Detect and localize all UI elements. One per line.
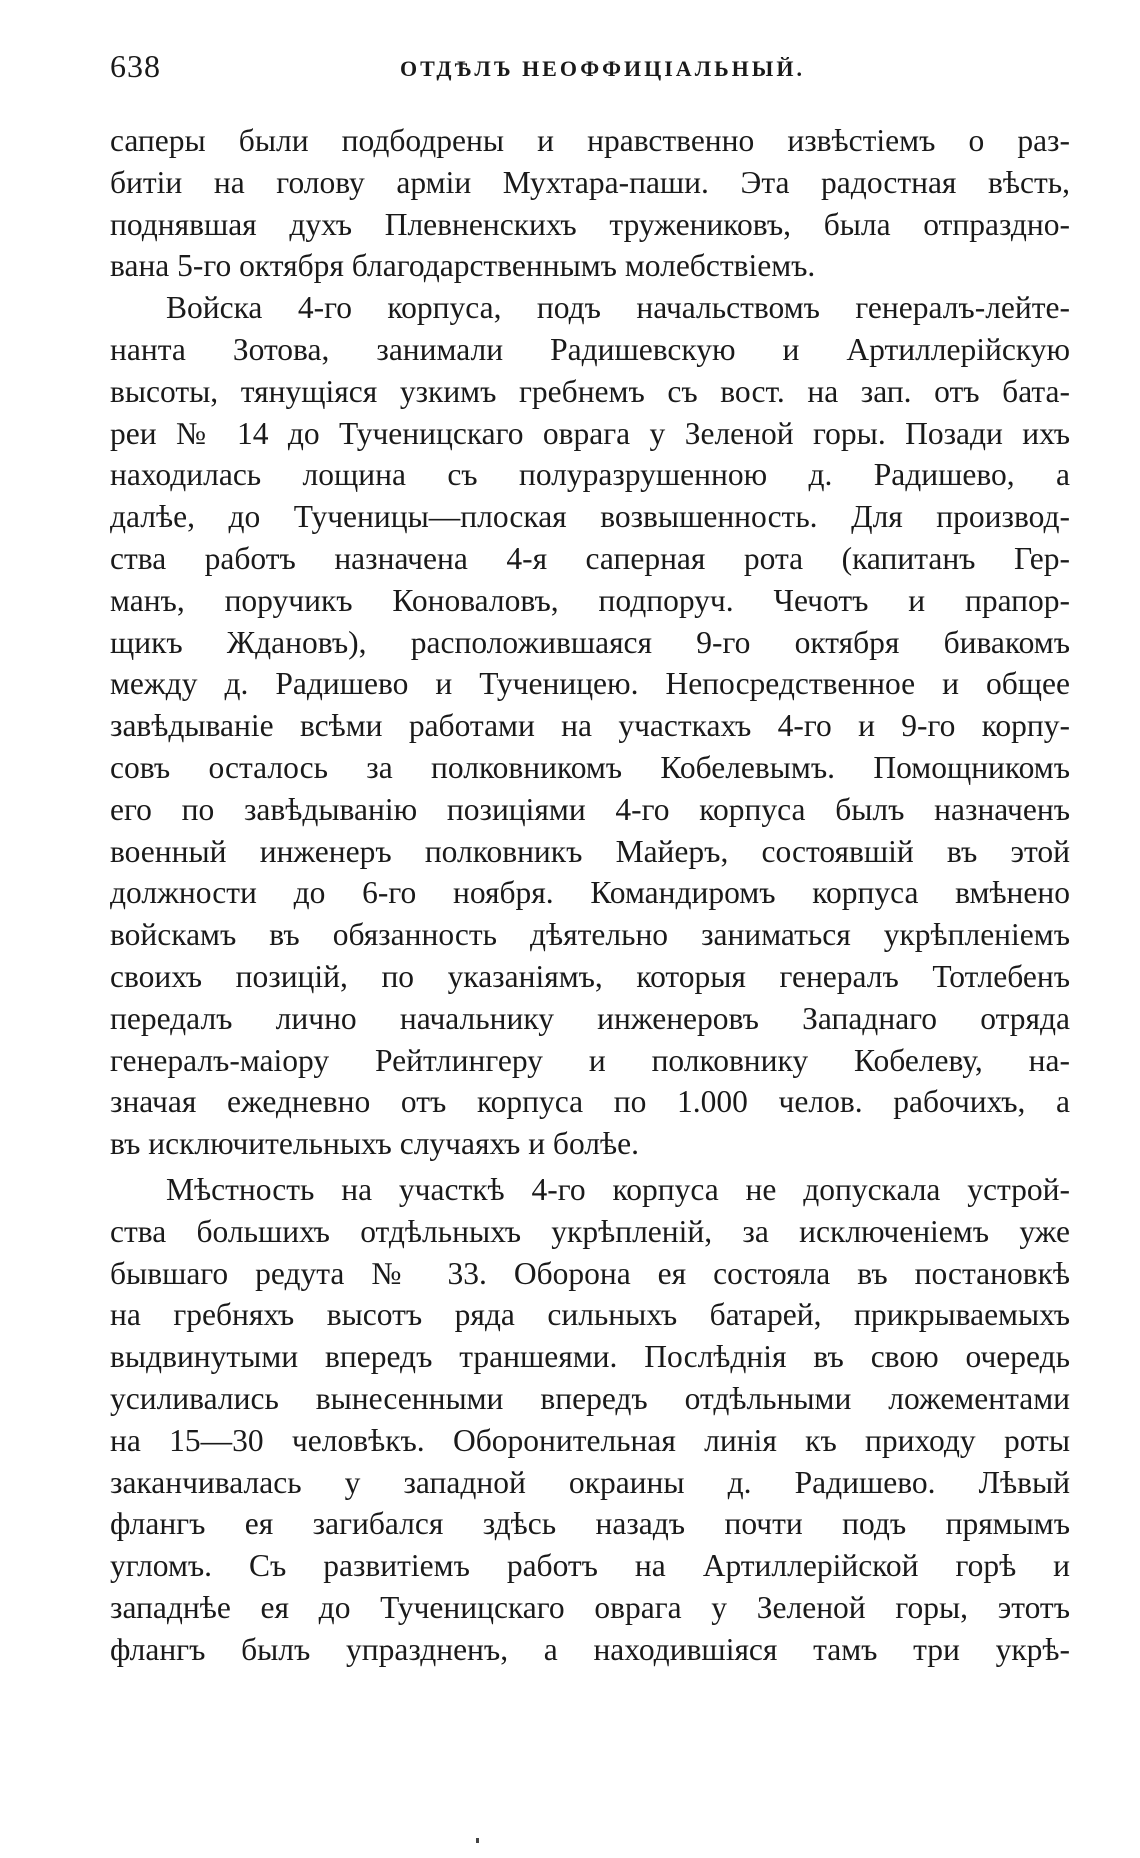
- text-line: значая ежедневно отъ корпуса по 1.000 челов. рабочихъ, а: [110, 1084, 1070, 1120]
- text-line: далѣе, до Тученицы—плоская возвышенность. Для производ-: [110, 499, 1070, 535]
- text-line: передалъ лично начальнику инженеровъ Западнаго отряда: [110, 1000, 1070, 1036]
- text-line: нанта Зотова, занимали Радишевскую и Артиллерійскую: [110, 331, 1070, 367]
- text-line: въ исключительныхъ случаяхъ и болѣе.: [110, 1126, 639, 1162]
- text-line: западнѣе ея до Тученицскаго оврага у Зеленой горы, этотъ: [110, 1589, 1070, 1625]
- text-line: Мѣстность на участкѣ 4-го корпуса не допускала устрой-: [166, 1171, 1070, 1207]
- text-line: ства большихъ отдѣльныхъ укрѣпленій, за исключеніемъ уже: [110, 1213, 1070, 1249]
- text-line: поднявшая духъ Плевненскихъ тружениковъ, была отпраздно-: [110, 206, 1070, 242]
- paragraph-2: [110, 287, 1070, 1165]
- text-line: флангъ ея загибался здѣсь назадъ почти подъ прямымъ: [110, 1506, 1070, 1542]
- text-line: выдвинутыми впередъ траншеями. Послѣднія въ свою очередь: [110, 1339, 1070, 1375]
- text-line: высоты, тянущіяся узкимъ гребнемъ съ вост. на зап. отъ бата-: [110, 373, 1070, 409]
- text-line: его по завѣдыванію позиціями 4-го корпуса былъ назначенъ: [110, 791, 1070, 827]
- text-line: на 15—30 человѣкъ. Оборонительная линія къ приходу роты: [110, 1422, 1070, 1458]
- body-text: [110, 120, 1070, 1670]
- text-line: флангъ былъ упраздненъ, а находившіяся тамъ три укрѣ-: [110, 1631, 1070, 1667]
- paragraph-1: [110, 120, 1070, 287]
- text-line: своихъ позицій, по указаніямъ, которыя генералъ Тотлебенъ: [110, 958, 1070, 994]
- text-line: ства работъ назначена 4-я саперная рота (капитанъ Гер-: [110, 540, 1070, 576]
- text-line: саперы были подбодрены и нравственно извѣстіемъ о раз-: [110, 123, 1070, 158]
- text-line: щикъ Ждановъ), расположившаяся 9-го октября бивакомъ: [110, 624, 1070, 660]
- running-head: ОТДѢЛЪ НЕОФФИЦІАЛЬНЫЙ.: [400, 56, 805, 81]
- print-speck: [476, 1838, 479, 1843]
- text-line: заканчивалась у западной окраины д. Радишево. Лѣвый: [110, 1464, 1070, 1500]
- text-line: находилась лощина съ полуразрушенною д. Радишево, а: [110, 457, 1070, 493]
- text-line: совъ осталось за полковникомъ Кобелевымъ. Помощникомъ: [110, 749, 1070, 785]
- text-line: бывшаго редута № 33. Оборона ея состояла въ постановкѣ: [110, 1255, 1070, 1291]
- paragraph-3: [110, 1169, 1070, 1671]
- text-line: генералъ-маіору Рейтлингеру и полковнику Кобелеву, на-: [110, 1042, 1070, 1078]
- text-line: Войска 4-го корпуса, подъ начальствомъ генералъ-лейте-: [166, 290, 1070, 326]
- text-line: битіи на голову арміи Мухтара-паши. Эта радостная вѣсть,: [110, 164, 1070, 200]
- text-line: между д. Радишево и Тученицею. Непосредственное и общее: [110, 666, 1070, 702]
- text-line: на гребняхъ высотъ ряда сильныхъ батарей, прикрываемыхъ: [110, 1297, 1070, 1333]
- text-line: угломъ. Съ развитіемъ работъ на Артиллерійской горѣ и: [110, 1548, 1070, 1584]
- page-header: [110, 42, 1070, 92]
- page-number: 638: [110, 48, 161, 84]
- text-line: вана 5-го октября благодарственнымъ молебствіемъ.: [110, 248, 816, 284]
- text-line: завѣдываніе всѣми работами на участкахъ 4-го и 9-го корпу-: [110, 708, 1070, 744]
- text-line: военный инженеръ полковникъ Майеръ, состоявшій въ этой: [110, 833, 1070, 869]
- text-line: войскамъ въ обязанность дѣятельно заниматься укрѣпленіемъ: [110, 917, 1070, 953]
- text-line: усиливались вынесенными впередъ отдѣльными ложементами: [110, 1380, 1070, 1416]
- text-line: должности до 6-го ноября. Командиромъ корпуса вмѣнено: [110, 875, 1070, 911]
- text-line: реи № 14 до Тученицскаго оврага у Зеленой горы. Позади ихъ: [110, 415, 1070, 451]
- text-line: манъ, поручикъ Коноваловъ, подпоруч. Чечотъ и прапор-: [110, 582, 1070, 618]
